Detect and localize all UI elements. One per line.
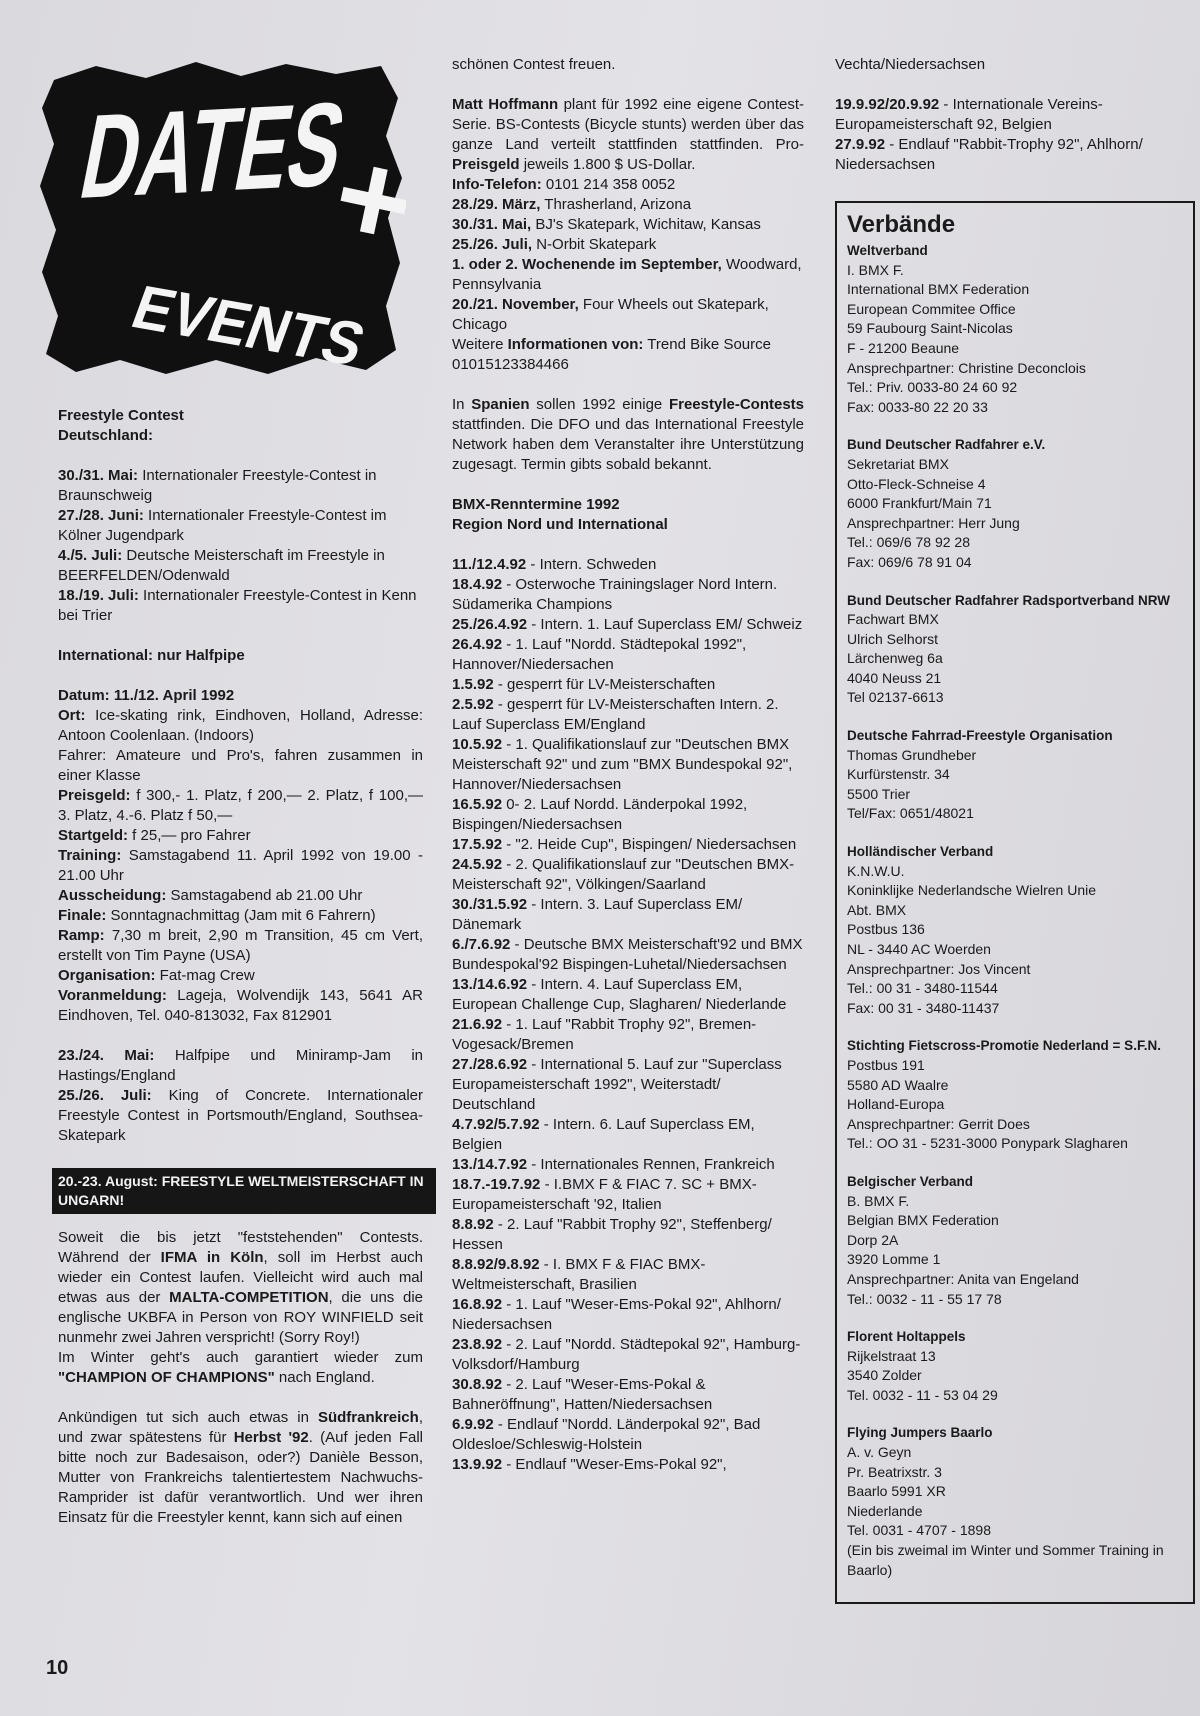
race-entry [452,635,804,675]
detail-entry-text: Sonntagnachmittag (Jam mit 6 Fahrern) [106,907,376,924]
associations-box [835,201,1195,1604]
race-entry [452,795,804,835]
us-event-entry-text: Woodward, Pennsylvania [452,256,802,293]
international-heading: International: nur Halfpipe [58,647,245,664]
race-entry-text: - Intern. 6. Lauf Superclass EM, Belgien [452,1116,755,1153]
logo-plus-symbol: + [321,119,406,279]
race-entry [452,735,804,795]
race-entry-text: - 2. Lauf "Rabbit Trophy 92", Steffenberg/ Hessen [452,1216,772,1253]
event-entry-text: Internationaler Freestyle-Contest in Braunschweig [58,467,377,504]
association-line: Belgian BMX Federation [847,1212,999,1229]
race-entry-text: - Intern. 3. Lauf Superclass EM/ Dänemark [452,896,743,933]
association-line: Koninklijke Nederlandsche Wielren Unie [847,882,1097,899]
race-entry-label: 13./14.7.92 [452,1156,528,1173]
race-entry-text: - International 5. Lauf zur "Superclass Europameisterschaft 1992", Weiterstadt/ Deutschland [452,1056,782,1113]
paragraph-spain: In Spanien sollen 1992 einige Freestyle-Contests stattfinden. Die DFO und das International Freestyle Network haben dem Veranstalter ihre Unterstützung zugesagt. Termin gibts sobald bekannt. [452,396,805,473]
association-name: Bund Deutscher Radfahrer Radsportverband NRW [847,592,1171,608]
event-entry [58,586,423,626]
association-line: Postbus 136 [847,921,925,938]
event-entry [58,466,423,506]
race-entry-text: - 2. Lauf "Weser-Ems-Pokal & Bahneröffnung", Hatten/Niedersachsen [452,1376,713,1413]
race-entry [452,615,804,635]
race-dates-list-continued [835,95,1200,175]
association-line: Kurfürstenstr. 34 [847,766,950,783]
race-entry-label: 17.5.92 [452,836,503,853]
world-championship-banner: 20.-23. August: FREESTYLE WELTMEISTERSCHAFT IN UNGARN! [52,1168,436,1214]
race-entry [452,1155,804,1175]
race-entry-label: 19.9.92/20.9.92 [835,96,940,113]
association-line: Ansprechpartner: Christine Deconclois [847,359,1086,376]
race-entry [452,1115,804,1155]
detail-entry [58,686,423,706]
association-name: Holländischer Verband [847,844,994,860]
detail-entry [58,706,423,746]
detail-entry-text: 7,30 m breit, 2,90 m Transition, 45 cm Vert, erstellt von Tim Payne (USA) [58,927,423,964]
detail-entry-text: Fat-mag Crew [155,967,255,984]
association-line: Tel.: OO 31 - 5231-3000 Ponypark Slagharen [847,1135,1128,1152]
association-line: Otto-Fleck-Schneise 4 [847,475,986,492]
dates-events-logo [36,58,406,378]
race-entry-label: 1.5.92 [452,676,494,693]
detail-entry [58,926,423,966]
association-line: Tel. 0031 - 4707 - 1898 [847,1522,991,1539]
association-entry [847,1327,1187,1405]
detail-entry-text: Samstagabend 11. April 1992 von 19.00 - 21.00 Uhr [58,847,423,884]
race-entry [452,1415,804,1455]
association-line: Tel.: Priv. 0033-80 24 60 92 [847,379,1018,396]
association-line: 59 Faubourg Saint-Nicolas [847,320,1013,337]
association-line: Fax: 0033-80 22 20 33 [847,398,988,415]
event-entry-label: 18./19. Juli: [58,587,139,604]
association-line: Lärchenweg 6a [847,650,943,667]
association-line: A. v. Geyn [847,1444,912,1461]
detail-entry-label: Datum: 11./12. April 1992 [58,687,235,704]
race-entry [452,855,804,895]
continued-location: Vechta/Niedersachsen [835,56,986,73]
race-region-heading: Region Nord und International [452,516,668,533]
race-entry-label: 8.8.92/9.8.92 [452,1256,540,1273]
race-entry-label: 26.4.92 [452,636,503,653]
association-line: Fax: 069/6 78 91 04 [847,553,972,570]
race-entry-label: 11./12.4.92 [452,556,527,573]
association-line: Baarlo 5991 XR [847,1483,946,1500]
association-entry [847,435,1187,572]
detail-entry-text: Lageja, Wolvendijk 143, 5641 AR Eindhoven, Tel. 040-813032, Fax 812901 [58,987,423,1024]
paragraph-hoffmann: Matt Hoffmann plant für 1992 eine eigene Contest-Serie. BS-Contests (Bicycle stunts) werden über das ganze Land verteilt stattfinden stattfinden. Pro-Preisgeld jeweils 1.800 $ US-Dollar. [452,96,804,173]
association-entry [847,726,1187,824]
us-event-entry [452,255,804,295]
us-event-entry [452,235,804,255]
association-line: Tel.: 0032 - 11 - 55 17 78 [847,1290,1002,1307]
association-line: Ansprechpartner: Herr Jung [847,514,1020,531]
paragraph-contests: Soweit die bis jetzt "feststehenden" Contests. Während der IFMA in Köln, soll im Herbst auch wieder ein Contest laufen. Vielleicht wird auch mal etwas aus der MALTA-COMPETITION, die uns die englische UKBFA in Person von ROY WINFIELD seit nunmehr zwei Jahren verspricht! (Sorry Roy!) [58,1229,423,1346]
us-event-entry [452,215,804,235]
race-entry-text: - Internationale Vereins-Europameisterschaft 92, Belgien [835,96,1103,133]
detail-entry [58,826,423,846]
column-middle [452,55,804,1475]
race-entry-label: 18.7.-19.7.92 [452,1176,541,1193]
detail-entry-label: Startgeld: [58,827,129,844]
de-events-list [58,466,423,626]
race-entry-text: - 2. Qualifikationslauf zur "Deutschen BMX-Meisterschaft 92", Völkingen/Saarland [452,856,795,893]
race-entry [452,1255,804,1295]
race-entry-text: - 1. Lauf "Weser-Ems-Pokal 92", Ahlhorn/ Niedersachsen [452,1296,781,1333]
race-dates-heading: BMX-Renntermine 1992 [452,496,620,513]
association-entry [847,1172,1187,1309]
association-name: Florent Holtappels [847,1329,966,1345]
logo-word-dates: DATES [70,72,406,225]
race-entry [452,1215,804,1255]
association-line: Pr. Beatrixstr. 3 [847,1463,942,1480]
detail-entry-label: Voranmeldung: [58,987,167,1004]
column-left [58,58,423,1528]
race-entry-text: - Endlauf "Nordd. Länderpokal 92", Bad Oldesloe/Schleswig-Holstein [452,1416,761,1453]
association-line: F - 21200 Beaune [847,339,960,356]
association-line: Fachwart BMX [847,611,939,628]
race-entry [452,675,804,695]
event-entry-text: Deutsche Meisterschaft im Freestyle in BEERFELDEN/Odenwald [58,547,385,584]
association-line: Dorp 2A [847,1231,899,1248]
association-line: Postbus 191 [847,1056,925,1073]
association-line: 4040 Neuss 21 [847,669,942,686]
race-entry-text: - gesperrt für LV-Meisterschaften Intern. 2. Lauf Superclass EM/England [452,696,779,733]
event-entry-label: 4./5. Juli: [58,547,123,564]
race-entry-text: - I. BMX F & FIAC BMX-Weltmeisterschaft, Brasilien [452,1256,706,1293]
paragraph-champions: Im Winter geht's auch garantiert wieder zum "CHAMPION OF CHAMPIONS" nach England. [58,1349,423,1386]
association-line: 5500 Trier [847,785,911,802]
us-event-entry-text: BJ's Skatepark, Wichitaw, Kansas [531,216,761,233]
race-entry-text: - 1. Lauf "Nordd. Städtepokal 1992", Hannover/Niedersachen [452,636,747,673]
us-event-entry-label: 28./29. März, [452,196,541,213]
association-line: 3540 Zolder [847,1367,922,1384]
us-event-entry-text: Thrasherland, Arizona [540,196,692,213]
race-entry-label: 30.8.92 [452,1376,503,1393]
association-line: B. BMX F. [847,1192,910,1209]
detail-entry [58,986,423,1026]
race-entry [452,1455,804,1475]
detail-entry-text: f 25,— pro Fahrer [128,827,251,844]
race-entry-text: 0- 2. Lauf Nordd. Länderpokal 1992, Bispingen/Niedersachsen [452,796,748,833]
race-entry-label: 4.7.92/5.7.92 [452,1116,540,1133]
detail-entry [58,786,423,826]
race-entry-text: - 2. Lauf "Nordd. Städtepokal 92", Hamburg-Volksdorf/Hamburg [452,1336,801,1373]
association-line: (Ein bis zweimal im Winter und Sommer Training in Baarlo) [847,1542,1164,1578]
us-event-entry-text: N-Orbit Skatepark [532,236,657,253]
freestyle-country-heading: Deutschland: [58,427,154,444]
race-entry-text: - Internationales Rennen, Frankreich [527,1156,775,1173]
association-line: European Commitee Office [847,300,1016,317]
association-name: Belgischer Verband [847,1173,974,1189]
race-entry [452,975,804,1015]
detail-entry-text: Samstagabend ab 21.00 Uhr [166,887,363,904]
association-entry [847,1036,1187,1154]
association-line: K.N.W.U. [847,862,905,879]
association-name: Bund Deutscher Radfahrer e.V. [847,437,1046,453]
race-entry-label: 25./26.4.92 [452,616,528,633]
us-events-list [452,195,804,335]
association-entry [847,842,1187,1018]
us-event-entry [452,295,804,335]
association-name: Deutsche Fahrrad-Freestyle Organisation [847,728,1113,744]
association-line: NL - 3440 AC Woerden [847,941,991,957]
association-line: Ansprechpartner: Anita van Engeland [847,1270,1079,1287]
race-entry-label: 2.5.92 [452,696,494,713]
us-event-entry-label: 25./26. Juli, [452,236,533,253]
detail-entry-label: Training: [58,847,122,864]
contest-details [58,686,423,1026]
race-entry-text: - Intern. 4. Lauf Superclass EM, European Challenge Cup, Slagharen/ Niederlande [452,976,787,1013]
race-entry-text: - Intern. Schweden [526,556,657,573]
association-line: Tel.: 00 31 - 3480-11544 [847,980,998,997]
race-entry [835,135,1200,175]
race-entry-label: 27./28.6.92 [452,1056,528,1073]
race-dates-list [452,555,804,1475]
association-line: Niederlande [847,1502,923,1519]
event-entry-label: 25./26. Juli: [58,1087,152,1104]
more-info: Weitere Informationen von: Trend Bike Source 01015123384466 [452,336,771,373]
event-entry-text: Internationaler Freestyle-Contest im Kölner Jugendpark [58,507,387,544]
association-line: Holland-Europa [847,1096,945,1113]
event-entry [58,1046,423,1086]
detail-entry-text: Ice-skating rink, Eindhoven, Holland, Adresse: Antoon Coolenlaan. (Indoors) [58,707,423,744]
race-entry-label: 30./31.5.92 [452,896,528,913]
race-entry-text: - gesperrt für LV-Meisterschaften [493,676,716,693]
race-entry-text: - 1. Lauf "Rabbit Trophy 92", Bremen-Vogesack/Bremen [452,1016,757,1053]
detail-entry [58,746,423,786]
column-right [835,55,1200,1604]
continued-text: schönen Contest freuen. [452,56,616,73]
associations-list [847,241,1187,1580]
us-event-entry-label: 1. oder 2. Wochenende im September, [452,256,722,273]
association-line: 3920 Lomme 1 [847,1251,941,1268]
race-entry [452,1335,804,1375]
race-entry-label: 13.9.92 [452,1456,503,1473]
event-entry [58,546,423,586]
race-entry [452,895,804,935]
detail-entry-text: Fahrer: Amateure und Pro's, fahren zusammen in einer Klasse [58,747,423,784]
association-line: Tel. 0032 - 11 - 53 04 29 [847,1386,998,1403]
association-line: Abt. BMX [847,901,907,918]
association-line: Sekretariat BMX [847,455,949,472]
paragraph-france: Ankündigen tut sich auch etwas in Südfrankreich, und zwar spätestens für Herbst '92. (Auf jeden Fall bitte noch zur Badesaison, oder?) Danièle Besson, Mutter von Frankreichs talentiertestem Nachwuchs-Ramprider ist dafür verantwortlich. Und wer ihren Einsatz für die Freestyler kennt, kann sich auf einen [58,1409,424,1526]
association-name: Weltverband [847,243,928,258]
association-line: Ulrich Selhorst [847,630,939,647]
race-entry-label: 6./7.6.92 [452,936,511,953]
detail-entry-label: Ramp: [58,927,105,944]
association-line: 5580 AD Waalre [847,1076,949,1093]
detail-entry-label: Ausscheidung: [58,887,167,904]
association-line: Fax: 00 31 - 3480-11437 [847,999,1000,1016]
association-line: Tel 02137-6613 [847,689,944,706]
event-entry-label: 23./24. Mai: [58,1047,155,1064]
association-line: Ansprechpartner: Gerrit Does [847,1115,1030,1132]
detail-entry [58,906,423,926]
race-entry [452,1295,804,1335]
race-entry [452,1015,804,1055]
association-entry [847,1423,1187,1580]
race-entry [452,695,804,735]
race-entry-text: - Osterwoche Trainingslager Nord Intern. Südamerika Champions [452,576,778,613]
logo-word-events: EVENTS [123,272,392,378]
event-entry-label: 27./28. Juni: [58,507,144,524]
race-entry-label: 10.5.92 [452,736,503,753]
race-entry-label: 13./14.6.92 [452,976,528,993]
association-name: Stichting Fietscross-Promotie Nederland = S.F.N. [847,1038,1161,1054]
race-entry-label: 16.5.92 [452,796,503,813]
association-entry [847,591,1187,709]
association-name: Flying Jumpers Baarlo [847,1425,993,1441]
association-line: International BMX Federation [847,281,1030,298]
race-entry [452,1055,804,1115]
us-event-entry-label: 20./21. November, [452,296,579,313]
association-line: Tel/Fax: 0651/48021 [847,805,974,822]
association-line: Thomas Grundheber [847,746,977,763]
us-event-entry-text: Four Wheels out Skatepark, Chicago [452,296,769,333]
race-entry-text: - I.BMX F & FIAC 7. SC + BMX-Europameisterschaft '92, Italien [452,1176,757,1213]
race-entry-label: 24.5.92 [452,856,503,873]
association-line: Ansprechpartner: Jos Vincent [847,960,1031,977]
info-phone: Info-Telefon: 0101 214 358 0052 [452,176,676,193]
race-entry-label: 8.8.92 [452,1216,494,1233]
detail-entry-label: Preisgeld: [58,787,131,804]
detail-entry [58,846,423,886]
race-entry [835,95,1200,135]
detail-entry-label: Ort: [58,707,86,724]
race-entry-text: - 1. Qualifikationslauf zur "Deutschen BMX Meisterschaft 92" und zum "BMX Bundespokal 92", Hannover/Niedersachsen [452,736,793,793]
event-entry-text: King of Concrete. Internationaler Freestyle Contest in Portsmouth/England, Southsea-Skatepark [58,1087,423,1144]
race-entry-label: 16.8.92 [452,1296,503,1313]
race-entry-label: 21.6.92 [452,1016,503,1033]
detail-entry-label: Finale: [58,907,107,924]
associations-title: Verbände [847,211,956,238]
race-entry-text: - Intern. 1. Lauf Superclass EM/ Schweiz [527,616,803,633]
race-entry-text: - "2. Heide Cup", Bispingen/ Niedersachsen [502,836,797,853]
race-entry-label: 23.8.92 [452,1336,503,1353]
event-entry-text: Internationaler Freestyle-Contest in Kenn bei Trier [58,587,417,624]
detail-entry-label: Organisation: [58,967,156,984]
event-entry [58,506,423,546]
association-entry [847,241,1187,417]
race-entry-label: 18.4.92 [452,576,503,593]
detail-entry-text: f 300,- 1. Platz, f 200,— 2. Platz, f 100,— 3. Platz, 4.-6. Platz f 50,— [58,787,423,824]
event-entry-label: 30./31. Mai: [58,467,139,484]
race-entry [452,555,804,575]
us-event-entry-label: 30./31. Mai, [452,216,532,233]
race-entry [452,575,804,615]
race-entry-label: 6.9.92 [452,1416,494,1433]
race-entry [452,935,804,975]
event-entry [58,1086,423,1146]
association-line: 6000 Frankfurt/Main 71 [847,495,992,512]
race-entry [452,1175,804,1215]
association-line: Tel.: 069/6 78 92 28 [847,534,970,551]
more-events-list [58,1046,423,1146]
logo-graphic [36,58,406,378]
race-entry-text: - Endlauf "Rabbit-Trophy 92", Ahlhorn/ Niedersachsen [835,136,1143,173]
event-entry-text: Halfpipe und Miniramp-Jam in Hastings/England [58,1047,423,1084]
race-entry-label: 27.9.92 [835,136,886,153]
detail-entry [58,886,423,906]
race-entry [452,835,804,855]
freestyle-contest-heading: Freestyle Contest [58,407,184,424]
race-entry [452,1375,804,1415]
us-event-entry [452,195,804,215]
detail-entry [58,966,423,986]
association-line: Rijkelstraat 13 [847,1347,936,1364]
association-line: I. BMX F. [847,261,904,278]
race-entry-text: - Deutsche BMX Meisterschaft'92 und BMX Bundespokal'92 Bispingen-Luhetal/Niedersachsen [452,936,803,973]
race-entry-text: - Endlauf "Weser-Ems-Pokal 92", [502,1456,727,1473]
page-number: 10 [46,1657,69,1679]
